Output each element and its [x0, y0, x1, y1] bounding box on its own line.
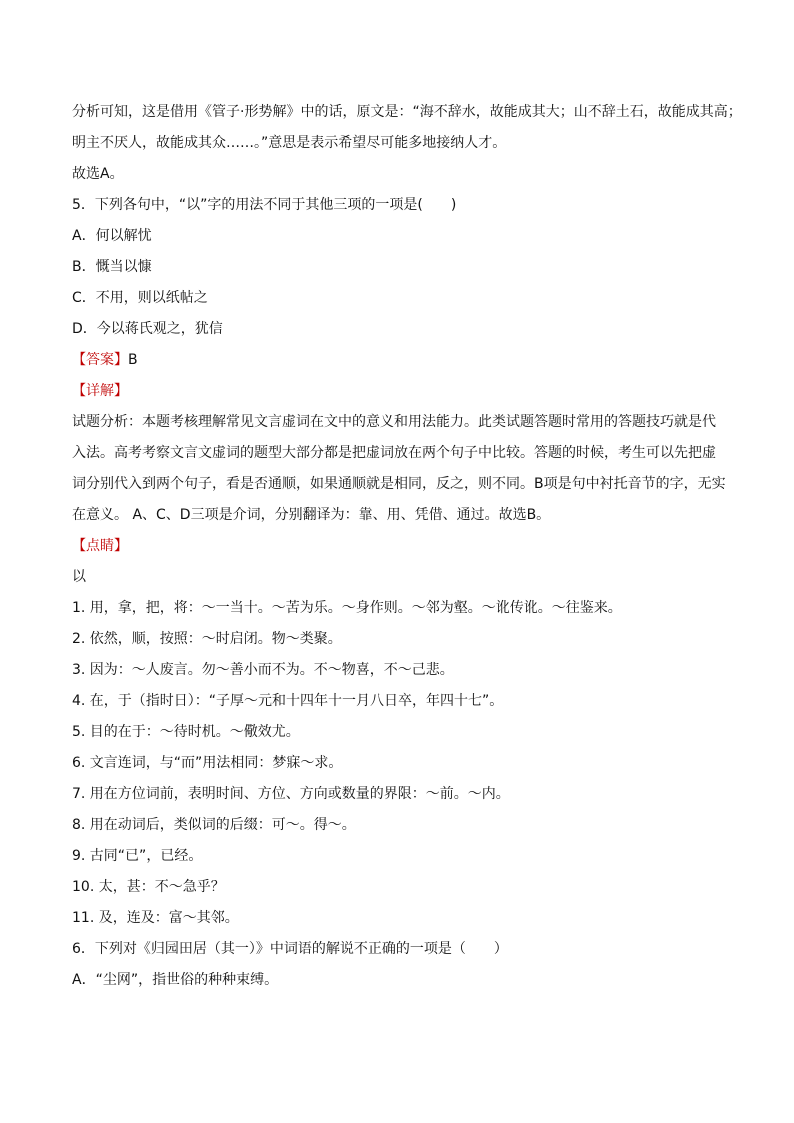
usage-item: 10. 太，甚：不～急乎？ [72, 879, 225, 895]
detail-line-2: 入法。高考考察文言文虚词的题型大部分都是把虚词放在两个句子中比较。答题的时候，考生可以先把虚 [72, 445, 716, 461]
q5-option-a: A．何以解忧 [72, 228, 152, 244]
q5-option-b: B．慨当以慷 [72, 259, 152, 275]
answer-tag: 【答案】 [72, 352, 128, 368]
detail-tag: 【详解】 [72, 383, 128, 399]
usage-item: 11. 及，连及：富～其邻。 [72, 910, 239, 926]
detail-line-1: 试题分析：本题考核理解常见文言虚词在文中的意义和用法能力。此类试题答题时常用的答题技巧就是代 [72, 414, 716, 430]
intro-conclusion: 故选A。 [72, 166, 124, 182]
q5-option-c: C．不用，则以纸帖之 [72, 290, 208, 306]
usage-item: 5. 目的在于：～待时机。～儆效尤。 [72, 724, 300, 740]
question-6-stem: 6．下列对《归园田居（其一）》中词语的解说不正确的一项是（ ） [72, 941, 508, 957]
usage-item: 7. 用在方位词前，表明时间、方位、方向或数量的界限：～前。～内。 [72, 786, 510, 802]
usage-item: 6. 文言连词，与“而”用法相同：梦寐～求。 [72, 755, 343, 771]
q6-option-a: A．“尘网”，指世俗的种种束缚。 [72, 972, 279, 988]
usage-item: 3. 因为：～人废言。勿～善小而不为。不～物喜，不～己悲。 [72, 662, 454, 678]
answer-value: B [128, 352, 138, 368]
detail-line-4: 在意义。 A、C、D三项是介词，分别翻译为：靠、用、凭借、通过。故选B。 [72, 507, 551, 523]
usage-item: 2. 依然，顺，按照：～时启闭。物～类聚。 [72, 631, 342, 647]
intro-line-2: 明主不厌人，故能成其众……。”意思是表示希望尽可能多地接纳人才。 [72, 135, 507, 151]
usage-item: 1. 用，拿，把，将：～一当十。～苦为乐。～身作则。～邻为壑。～讹传讹。～往鉴来。 [72, 600, 622, 616]
usage-item: 9. 古同“已”，已经。 [72, 848, 203, 864]
document-page [72, 96, 740, 990]
q5-answer [72, 350, 740, 370]
detail-line-3: 词分别代入到两个句子，看是否通顺，如果通顺就是相同，反之，则不同。B项是句中衬托音节的字，无实 [72, 476, 726, 492]
question-5-stem: 5．下列各句中，“以”字的用法不同于其他三项的一项是( ) [72, 197, 457, 213]
usage-item: 8. 用在动词后，类似词的后缀：可～。得～。 [72, 817, 356, 833]
q5-option-d: D．今以蒋氏观之，犹信 [72, 321, 223, 337]
usage-item: 4. 在，于（指时日）：“子厚～元和十四年十一月八日卒，年四十七”。 [72, 693, 504, 709]
point-word: 以 [72, 569, 86, 585]
intro-line-1: 分析可知，这是借用《管子·形势解》中的话，原文是：“海不辞水，故能成其大；山不辞土石，故能成其高； [72, 104, 742, 120]
point-tag: 【点睛】 [72, 538, 128, 554]
